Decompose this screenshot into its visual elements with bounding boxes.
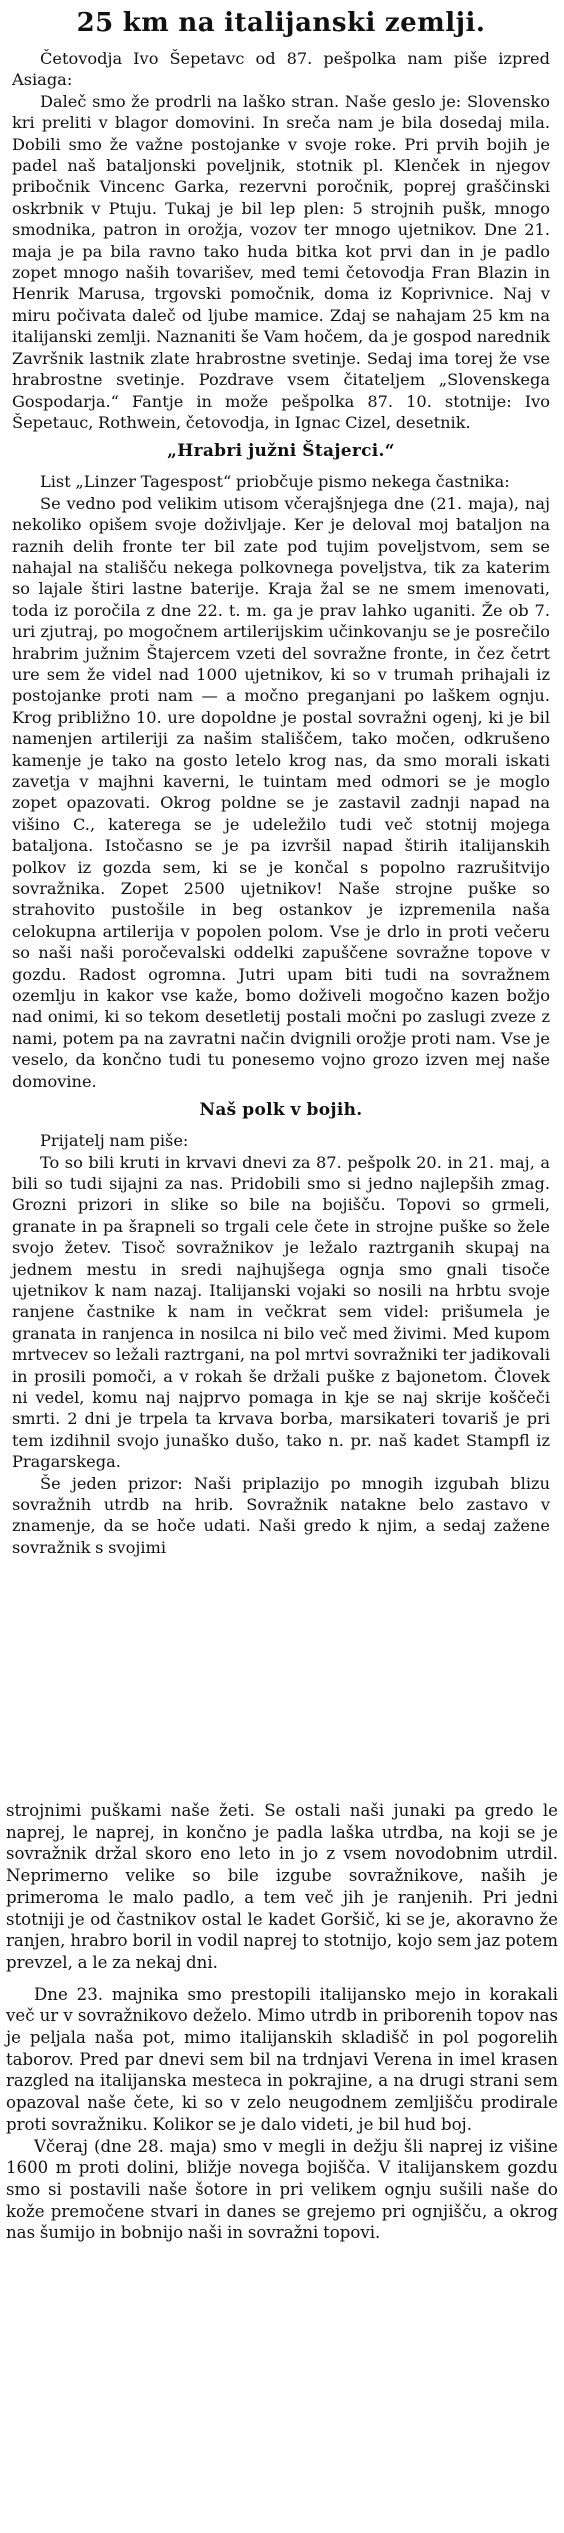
- article-paragraph: Se vedno pod velikim utisom včerajšnjega dne (21. maja), naj nekoliko opišem svoje doživljaje. Ker je deloval moj bataljon na raznih delih fronte ter bil zate pod tujim poveljstvom, sem se nahajal na stališču nekega polkovnega poveljstva, tik za katerim so lajale štiri lastne baterije. Kraja žal se ne smem imenovati, toda iz poročila z dne 22. t. m. ga je prav lahko uganiti. Že ob 7. uri zjutraj, po mogočnem artilerijskim učinkovanju se je posrečilo hrabrim južnim Štajercem vzeti del sovražne fronte, in čez četrt ure sem že videl nad 1000 ujetnikov, ki so v trumah prihajali iz postojanke proti nam — a močno preganjani po laškem ognju. Krog približno 10. ure dopoldne je postal sovražni ogenj, ki je bil namenjen artileriji za našim stališčem, tako močen, odkrušeno kamenje je tako na gosto letelo krog nas, da smo morali iskati zavetja v majhni kaverni, le tuintam med odmori se je moglo zopet opazovati. Okrog poldne se je zastavil zadnji napad na višino C., katerega se je udeležilo tudi več stotnij mojega bataljona. Istočasno se je pa izvršil napad štirih italijanskih polkov iz gozda sem, ki se je končal s popolno razrušitvijo sovražnika. Zopet 2500 ujetnikov! Naše strojne puške so strahovito pustošile in beg ostankov je izpremenila naša celokupna artilerija v popolen polom. Vse je drlo in proti večeru so naši naši poročevalski oddelki zapuščene sovražne topove v gozdu. Radost ogromna. Jutri upam biti tudi na sovražnem ozemlju in kakor vse kaže, bomo doživeli mogočno kazen božjo nad onimi, ki so tekom desetletij postali močni po zaslugi zveze z nami, potem pa na zavratni način dvignili orožje proti nam. Vse je veselo, da končno tudi tu ponesemo vojno grozo izven mej naše domovine.: [12, 493, 550, 1091]
- article-paragraph: Prijatelj nam piše:: [40, 1131, 189, 1151]
- paragraph-gap: [6, 1974, 558, 1984]
- article-paragraph: To so bili kruti in krvavi dnevi za 87. pešpolk 20. in 21. maj, a bili so tudi sijajni za nas. Pridobili smo si jedno najlepših zmag. Grozni prizori in slike so bile na bojišču. Topovi so grmeli, granate in pa šrapneli so trgali cele čete in strojne puške so žele svojo žetev. Tisoč sovražnikov je ležalo raztrganih skupaj na jednem mestu in sredi najhujšega ognja smo gnali tisoče ujetnikov k nam nazaj. Italijanski vojaki so nosili na hrbtu svoje ranjene častnike k nam in večkrat sem videl: prišumela je granata in ranjenca in nosilca ni bilo več med živimi. Med kupom mrtvecev so ležali raztrgani, na pol mrtvi sovražniki ter jadikovali in prosili pomoči, a v rokah še držali puške z bajonetom. Človek ni vedel, komu naj najprvo pomaga in kje se naj skrije koščeči smrti. 2 dni je trpela ta krvava borba, marsikateri tovariš je pri tem izdihnil svojo junaško dušo, tako n. pr. naš kadet Stampfl iz Pragarskega.: [12, 1152, 550, 1472]
- article-paragraph: Dne 23. majnika smo prestopili italijansko mejo in korakali več ur v sovražnikovo deželo. Mimo utrdb in priborenih topov nas je peljala naša pot, mimo italijanskih skladišč in pol pogorelih taborov. Pred par dnevi sem bil na trdnjavi Verena in imel krasen razgled na italijanska mesteca in pokrajine, a na drugi strani sem opazoval naše čete, ki so v zelo neugodnem zemljišču prodirale proti sovražniku. Kolikor se je dalo videti, je bil hud boj.: [6, 1984, 558, 2134]
- article-paragraph: Še jeden prizor: Naši priplazijo po mnogih izgubah blizu sovražnih utrdb na hrib. Sovražnik natakne belo zastavo v znamenje, da se hoče udati. Naši gredo k njim, a sedaj zažene sovražnik s svojimi: [12, 1473, 550, 1557]
- article-paragraph: Četovodja Ivo Šepetavc od 87. pešpolka nam piše izpred Asiaga:: [12, 49, 550, 90]
- article-title: „Hrabri južni Štajerci.“: [167, 441, 395, 462]
- article-paragraph: List „Linzer Tagespost“ priobčuje pismo nekega častnika:: [40, 472, 510, 492]
- article-paragraph: Včeraj (dne 28. maja) smo v megli in dežju šli naprej iz višine 1600 m proti dolini, bližje novega bojišča. V italijanskem gozdu smo si postavili naše šotore in pri velikem ognju sušili naše do kože premočene stvari in danes se grejemo pri ognjišču, a okrog nas šumijo in bobnijo naši in sovražni topovi.: [6, 2136, 558, 2243]
- article-title: 25 km na italijanski zemlji.: [76, 8, 486, 38]
- upper-column: [12, 6, 550, 1558]
- lower-column: [6, 1800, 558, 2244]
- article-paragraph: Daleč smo že prodrli na laško stran. Naše geslo je: Slovensko kri preliti v blagor domovini. In sreča nam je bila dosedaj mila. Dobili smo že važne postojanke v svoje roke. Pri prvih bojih je padel naš bataljonski poveljnik, stotnik pl. Klenček in njegov pribočnik Vincenc Garka, rezervni poročnik, poprej graščinski oskrbnik v Ptuju. Tukaj je bil lep plen: 5 strojnih pušk, mnogo smodnika, patron in orožja, vozov ter mnogo ujetnikov. Dne 21. maja je pa bila ravno tako huda bitka kot prvi dan in je padlo zopet mnogo naših tovarišev, med temi četovodja Fran Blazin in Henrik Marusa, trgovski pomočnik, doma iz Koprivnice. Naj v miru počivata daleč od ljube mamice. Zdaj se nahajam 25 km na italijanski zemlji. Naznaniti še Vam hočem, da je gospod narednik Završnik lastnik zlate hrabrostne svetinje. Sedaj ima torej že vse hrabrostne svetinje. Pozdrave vsem čitateljem „Slovenskega Gospodarja.“ Fantje in može pešpolka 87. 10. stotnije: Ivo Šepetauc, Rothwein, četovodja, in Ignac Cizel, desetnik.: [12, 91, 550, 432]
- article-title: Naš polk v bojih.: [199, 1100, 363, 1121]
- article-paragraph: strojnimi puškami naše žeti. Se ostali naši junaki pa gredo le naprej, le naprej, in končno je padla laška utrdba, na koji se je sovražnik držal skoro eno leto in jo z vsem novodobnim utrdil. Neprimerno velike so bile izgube sovražnikove, naših je primeroma le malo padlo, a tem več jih je ranjenih. Pri jedni stotniji je od častnikov ostal le kadet Goršič, ki se je, akoravno že ranjen, hrabro boril in vodil naprej to stotnijo, kojo sem jaz potem prevzel, a le za nekaj dni.: [6, 1801, 558, 1972]
